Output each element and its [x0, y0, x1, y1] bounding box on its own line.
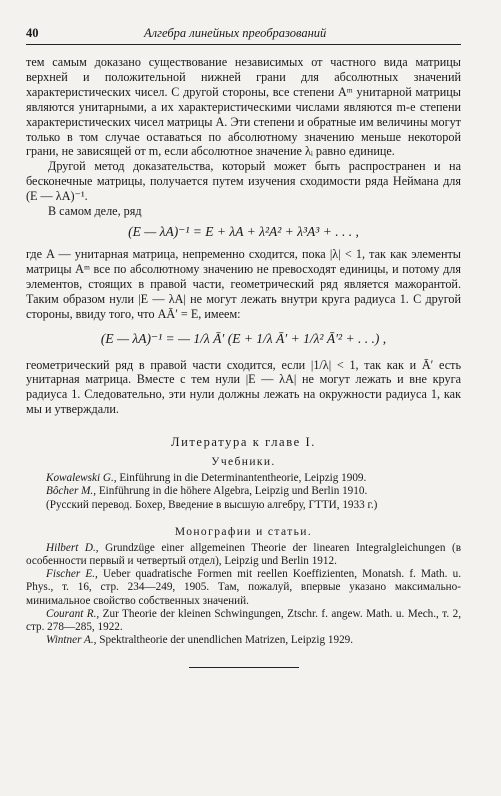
reference-item: Wintner A., Spektraltheorie der unendlichen Matrizen, Leipzig 1929. — [46, 634, 354, 647]
reference-item: Courant R., Zur Theorie der kleinen Schwingungen, Ztschr. f. angew. Math. u. Mech., т. 2, стр. 278—285, 1922. — [26, 607, 461, 633]
reference-item: Kowalewski G., Einführung in die Determinantentheorie, Leipzig 1909. — [46, 472, 367, 485]
textbooks-list — [26, 472, 461, 512]
page-number: 40 — [26, 26, 39, 40]
reference-item: Fischer E., Ueber quadratische Formen mit reellen Koeffizienten, Monatsh. f. Math. u. Phys., т. 16, стр. 234—249, 1905. Там, пожалуй, впервые указано максимально-минимальное свойство собственных значений. — [26, 568, 462, 607]
textbooks-heading: Учебники. — [211, 456, 276, 469]
paragraph-4: где A — унитарная матрица, непременно сходится, пока |λ| < 1, так как элементы матрицы Aᵐ все по абсолютному значению не превосходят единицы, и потому для элементов, стоящих в правой части, геометрический ряд является мажорантой. Таким образом нули |E — λA| не могут лежать внутри круга радиуса 1. С другой стороны, ввиду того, что AĀ′ = E, имеем: — [26, 246, 461, 321]
paragraph-1: тем самым доказано существование независимых от частного вида матрицы верхней и положительной нижней грани для абсолютных значений характеристических чисел. С другой стороны, все степени Aᵐ унитарной матрицы являются унитарными, а их характеристическими числами являются m-е степени характеристических чисел матрицы A. Эти степени и обратные им величины могут только в том случае оставаться по абсолютному значению меньше некоторой грани, не зависящей от m, если абсолютное значение λᵢ равно единице. — [26, 55, 461, 159]
page-header — [26, 26, 461, 45]
reference-item: Hilbert D., Grundzüge einer allgemeinen Theorie der linearen Integralgleichungen (в особенности первый и четвертый отдел), Leipzig und Berlin 1912. — [26, 541, 461, 567]
reference-item: Bôcher M., Einführung in die höhere Algebra, Leipzig und Berlin 1910. — [46, 485, 368, 498]
literature-heading: Литература к главе I. — [171, 435, 316, 450]
end-rule — [189, 667, 299, 668]
paragraph-5: геометрический ряд в правой части сходится, если |1/λ| < 1, так как и Ā′ есть унитарная матрица. Вместе с тем нули |E — λA| не могут лежать и вне круга радиуса 1. Следовательно, эти нули должны лежать на окружности радиуса 1, как мы и утверждали. — [26, 357, 461, 417]
running-title: Алгебра линейных преобразований — [144, 26, 327, 40]
monographs-heading: Монографии и статьи. — [174, 525, 313, 538]
reference-item: (Русский перевод. Бохер, Введение в высшую алгебру, ГТТИ, 1933 г.) — [46, 498, 378, 511]
inverse-series-formula: (E — λA)⁻¹ = — 1/λ Ā′ (E + 1/λ Ā′ + 1/λ² Ā′² + . . .) , — [100, 330, 387, 346]
paragraph-3: В самом деле, ряд — [48, 204, 142, 219]
paragraph-2: Другой метод доказательства, который может быть распространен и на бесконечные матрицы, получается путем изучения сходимости ряда Неймана для (E — λA)⁻¹. — [26, 159, 461, 204]
neumann-series-formula: (E — λA)⁻¹ = E + λA + λ²A² + λ³A³ + . . . , — [128, 223, 359, 239]
monographs-list — [26, 542, 461, 648]
main-text — [26, 55, 461, 417]
